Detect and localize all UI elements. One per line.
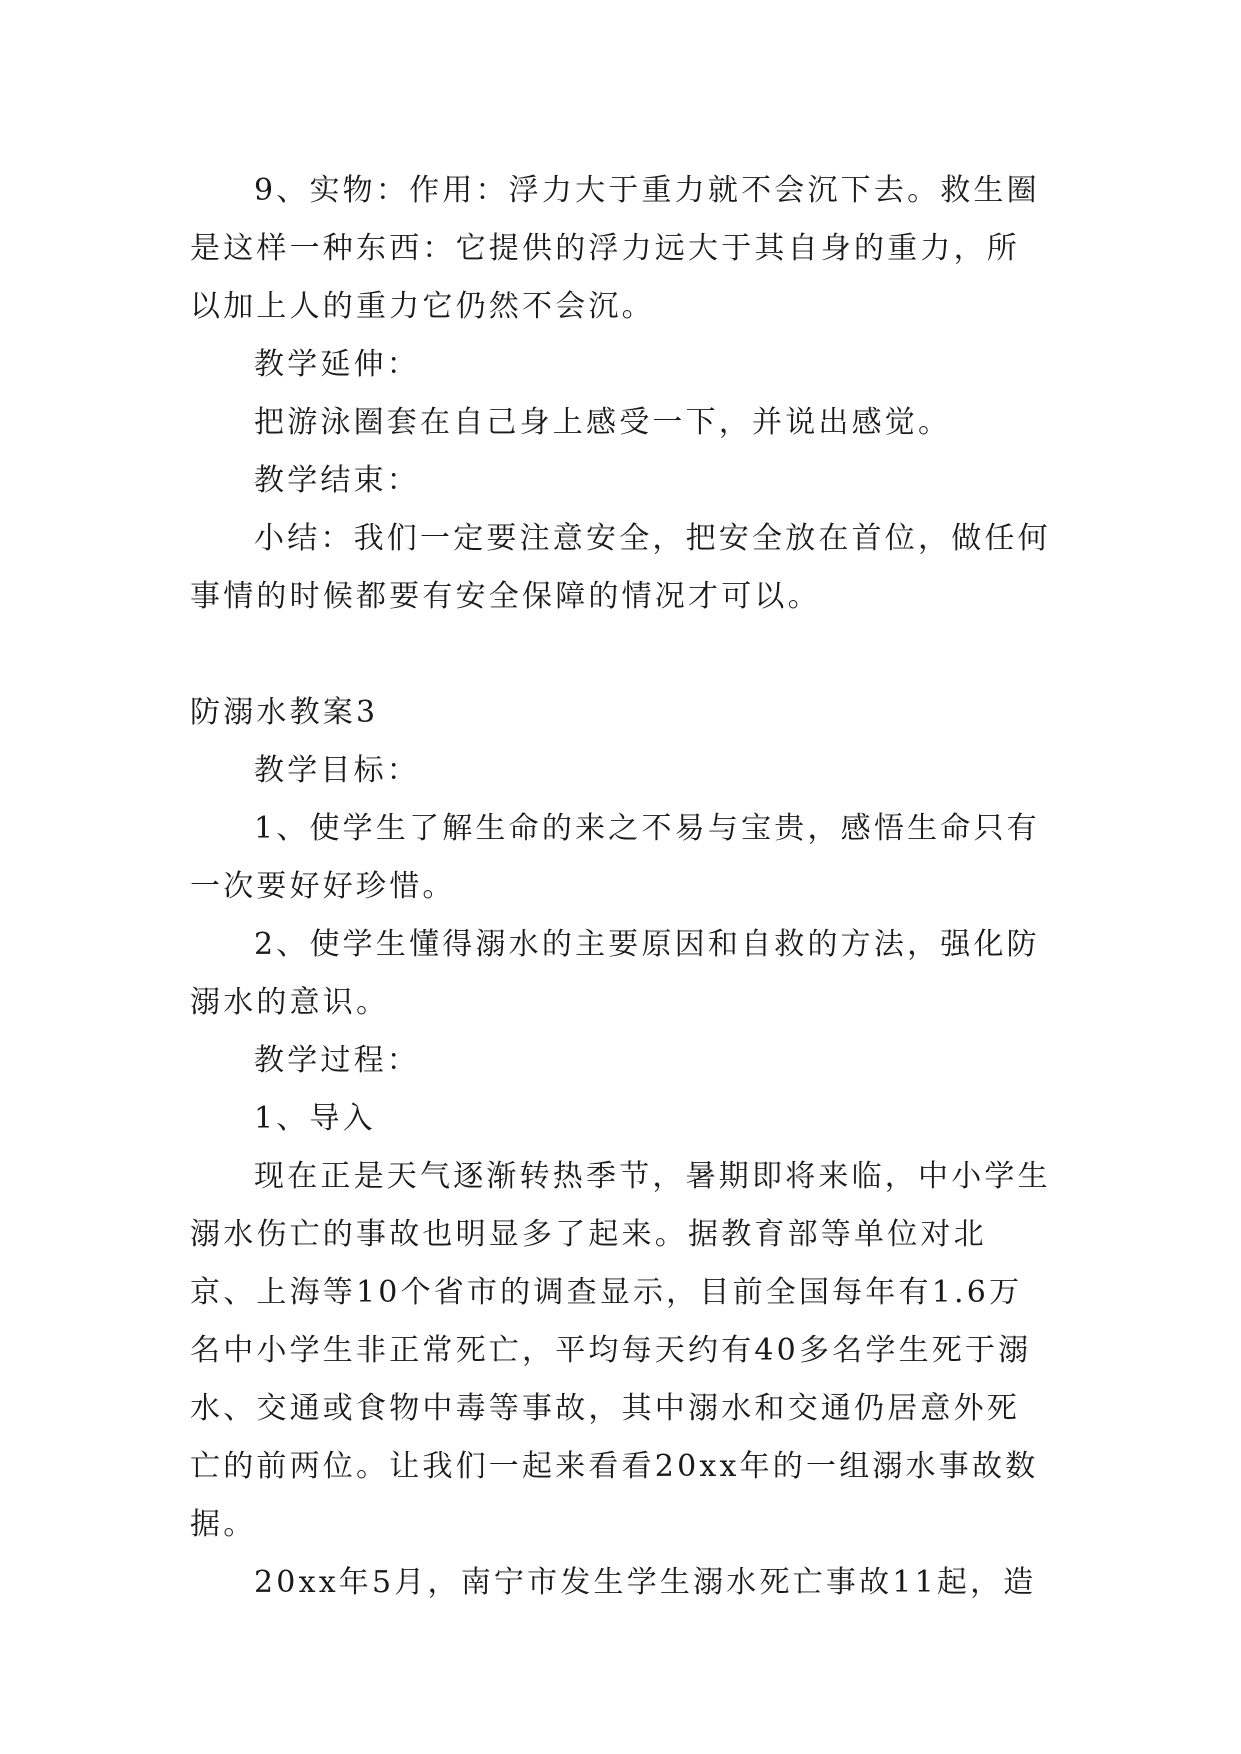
paragraph-introduction: 1、导入 (254, 1101, 376, 1136)
paragraph-goal-1: 1、使学生了解生命的来之不易与宝贵，感悟生命只有一次要好好珍惜。 (190, 811, 1040, 904)
paragraph-teaching-process: 教学过程： (254, 1043, 420, 1078)
paragraph-accident-data: 20xx年5月，南宁市发生学生溺水死亡事故11起，造 (254, 1565, 1037, 1600)
paragraph-teaching-goals: 教学目标： (254, 753, 420, 788)
paragraph-goal-2: 2、使学生懂得溺水的主要原因和自救的方法，强化防溺水的意识。 (190, 927, 1040, 1020)
paragraph-introduction-content: 现在正是天气逐渐转热季节，暑期即将来临，中小学生溺水伤亡的事故也明显多了起来。据教育部等单位对北京、上海等10个省市的调查显示，目前全国每年有1.6万名中小学生非正常死亡，平均每天约有40多名学生死于溺水、交通或食物中毒等事故，其中溺水和交通仍居意外死亡的前两位。让我们一起来看看20xx年的一组溺水事故数据。 (190, 1159, 1051, 1542)
paragraph-extension-content: 把游泳圈套在自己身上感受一下，并说出感觉。 (254, 405, 952, 440)
document-body (190, 162, 1052, 1612)
paragraph-teaching-end: 教学结束： (254, 463, 420, 498)
paragraph-teaching-extension: 教学延伸： (254, 347, 420, 382)
section-title: 防溺水教案3 (190, 695, 379, 730)
paragraph-summary: 小结：我们一定要注意安全，把安全放在首位，做任何事情的时候都要有安全保障的情况才可以。 (190, 521, 1051, 614)
paragraph-item-9: 9、实物：作用：浮力大于重力就不会沉下去。救生圈是这样一种东西：它提供的浮力远大于其自身的重力，所以加上人的重力它仍然不会沉。 (190, 173, 1040, 324)
